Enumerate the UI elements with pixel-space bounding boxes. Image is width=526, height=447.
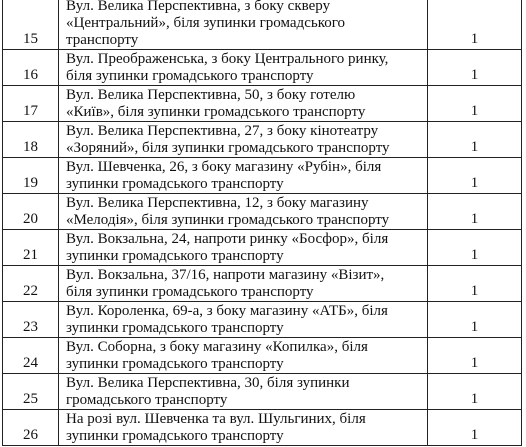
table-row [3,230,522,266]
row-number: 22 [3,266,59,302]
quantity-cell: 1 [428,374,522,410]
quantity-cell: 1 [428,158,522,194]
address-line: Вул. Велика Перспективна, 30, біля зупинки [66,375,350,391]
quantity-cell: 1 [428,230,522,266]
row-number: 24 [3,338,59,374]
address-cell [59,338,428,374]
quantity-cell: 1 [428,410,522,446]
table-row [3,158,522,194]
address-line: Вул. Велика Перспективна, з боку скверу [66,0,331,14]
quantity-cell: 1 [428,0,522,50]
table-row [3,194,522,230]
quantity-cell: 1 [428,266,522,302]
row-number: 21 [3,230,59,266]
row-number: 18 [3,122,59,158]
address-line: Вул. Шевченка, 26, з боку магазину «Рубін», біля [66,159,382,175]
quantity-cell: 1 [428,338,522,374]
row-number: 20 [3,194,59,230]
table-row [3,266,522,302]
address-line: Вул. Вокзальна, 24, напроти ринку «Босфор», біля [66,231,389,247]
row-number: 26 [3,410,59,446]
address-line: «Київ», біля зупинки громадського транспорту [66,104,366,120]
address-cell [59,374,428,410]
address-cell [59,410,428,446]
address-line: Вул. Велика Перспективна, 27, з боку кінотеатру [66,123,379,139]
locations-table [2,0,522,446]
address-cell [59,230,428,266]
quantity-cell: 1 [428,50,522,86]
table-row [3,338,522,374]
quantity-cell: 1 [428,86,522,122]
address-line: зупинки громадського транспорту [66,248,284,264]
table-row [3,374,522,410]
address-cell [59,50,428,86]
row-number: 25 [3,374,59,410]
table-row [3,410,522,446]
address-line: Вул. Соборна, з боку магазину «Копилка», біля [66,339,368,355]
address-line: біля зупинки громадського транспорту [66,284,314,300]
table-row [3,302,522,338]
table-row [3,86,522,122]
address-cell [59,158,428,194]
quantity-cell: 1 [428,122,522,158]
address-line: транспорту [66,32,139,48]
table-row [3,0,522,50]
address-line: зупинки громадського транспорту [66,356,284,372]
row-number: 16 [3,50,59,86]
row-number: 15 [3,0,59,50]
row-number: 17 [3,86,59,122]
address-line: Вул. Велика Перспективна, 50, з боку готелю [66,87,356,103]
address-line: «Мелодія», біля зупинки громадського транспорту [66,212,390,228]
address-line: зупинки громадського транспорту [66,176,284,192]
quantity-cell: 1 [428,194,522,230]
address-line: зупинки громадського транспорту [66,320,284,336]
table-row [3,50,522,86]
address-line: Вул. Короленка, 69-а, з боку магазину «АТБ», біля [66,303,388,319]
address-cell [59,194,428,230]
address-cell [59,0,428,50]
address-line: громадського транспорту [66,392,228,408]
address-line: Вул. Велика Перспективна, 12, з боку магазину [66,195,369,211]
address-line: «Центральний», біля зупинки громадського [66,15,345,31]
address-cell [59,266,428,302]
address-line: Вул. Преображенська, з боку Центрального ринку, [66,51,389,67]
quantity-cell: 1 [428,302,522,338]
address-line: На розі вул. Шевченка та вул. Шульгиних, біля [66,411,366,427]
row-number: 23 [3,302,59,338]
address-line: «Зоряний», біля зупинки громадського транспорту [66,140,390,156]
address-cell [59,122,428,158]
address-line: біля зупинки громадського транспорту [66,68,314,84]
row-number: 19 [3,158,59,194]
address-cell [59,302,428,338]
address-line: Вул. Вокзальна, 37/16, напроти магазину «Візит», [66,267,385,283]
address-cell [59,86,428,122]
table-row [3,122,522,158]
address-line: зупинки громадського транспорту [66,428,284,444]
